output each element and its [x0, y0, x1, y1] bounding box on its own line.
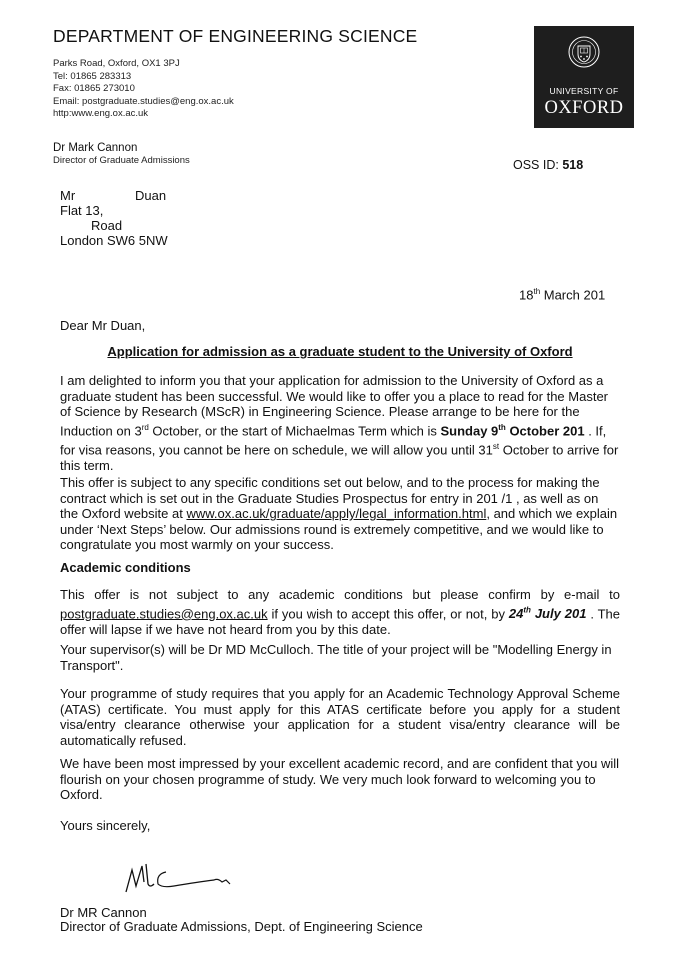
email-link[interactable]: postgraduate.studies@eng.ox.ac.uk: [60, 605, 268, 621]
department-title: DEPARTMENT OF ENGINEERING SCIENCE: [53, 26, 418, 46]
oss-id: [513, 158, 583, 172]
legal-info-link[interactable]: www.ox.ac.uk/graduate/apply/legal_information.html: [186, 506, 487, 522]
logo-university-of: UNIVERSITY OF: [549, 86, 619, 96]
deadline-text: 24: [508, 605, 524, 621]
text-run: if you wish to accept this offer, or not, by: [267, 605, 509, 621]
text-run: October, or the start of Michaelmas Term which is: [148, 423, 441, 439]
sender-name: Dr Mark Cannon: [53, 142, 138, 154]
deadline-text: July 201: [530, 605, 587, 621]
text-run: . The offer will lapse if we have not heard from you by this date.: [60, 605, 620, 637]
academic-conditions-heading: Academic conditions: [60, 560, 191, 575]
oss-value: 518: [562, 158, 584, 172]
superscript: rd: [141, 422, 149, 432]
supervisor-paragraph: Your supervisor(s) will be Dr MD McCulloch. The title of your project will be "Modelling Energy in Transport".: [60, 642, 612, 673]
signature: [118, 856, 248, 896]
oxford-logo: [534, 26, 634, 128]
closing-phrase: Yours sincerely,: [60, 818, 151, 833]
oxford-crest-icon: [568, 36, 600, 68]
text-run: This offer is not subject to any academic conditions but please confirm by e-mail to: [60, 587, 620, 602]
recipient-name: [60, 188, 167, 203]
recipient-title: Mr: [60, 188, 76, 203]
address-line: Parks Road, Oxford, OX1 3PJ: [53, 58, 180, 69]
superscript: st: [492, 441, 500, 451]
recipient-address-line: Flat 13,: [60, 203, 104, 218]
salutation: Dear Mr Duan,: [60, 318, 146, 333]
atas-paragraph: Your programme of study requires that you apply for an Academic Technology Approval Scheme (ATAS) certificate. You must apply for this ATAS certificate before you apply for a student visa/entry clearance otherwise your application for a student visa/entry clearance will be automatically refused.: [60, 686, 620, 748]
bold-text: October 201: [505, 423, 585, 439]
date-suffix: th: [533, 287, 541, 296]
confirmation-paragraph: [60, 587, 620, 637]
offer-paragraph: [60, 373, 620, 473]
superscript: th: [523, 605, 531, 615]
text-run: . If, for visa reasons, you cannot be here on schedule, we will allow you until 31: [60, 423, 607, 458]
logo-oxford: OXFORD: [544, 98, 624, 118]
recipient-address-line: London SW6 5NW: [60, 233, 168, 248]
date-rest: March 201: [540, 287, 606, 303]
sender-role: Director of Graduate Admissions: [53, 155, 190, 166]
recipient-surname: Duan: [135, 188, 167, 203]
text-run: , and which we explain under ‘Next Steps’ below. Our admissions round is extremely competitive, and we would like to congratulate you most warmly on your success.: [60, 506, 618, 553]
tel-line: Tel: 01865 283313: [53, 70, 132, 82]
email-line: Email: postgraduate.studies@eng.ox.ac.uk: [53, 95, 234, 107]
letter-date: [519, 287, 605, 302]
superscript: th: [498, 422, 506, 432]
text-run: I am delighted to inform you that your application for admission to the University of Oxford as a graduate student has been successful. We would like to offer you a place to read for the Master of Science by Research (MScR) in Engineering Science. Please arrange to be here for the Induction on 3: [60, 373, 609, 439]
text-run: This offer is subject to any specific conditions set out below, and to the process for making the contract which is set out in the Graduate Studies Prospectus for entry in 201 /1 , as well as on the Oxford website at: [60, 475, 600, 522]
recipient-address-line: Road: [91, 218, 123, 233]
text-run: October to arrive for this term.: [60, 442, 619, 473]
fax-line: Fax: 01865 273010: [53, 83, 135, 95]
subject-line: Application for admission as a graduate student to the University of Oxford: [107, 344, 573, 359]
closing-paragraph: We have been most impressed by your excellent academic record, and are confident that you will flourish on your chosen programme of study. We very much look forward to welcoming you to Oxford.: [60, 756, 620, 803]
bold-text: Sunday 9: [440, 423, 499, 439]
oss-label: OSS ID:: [513, 158, 559, 172]
web-line: http:www.eng.ox.ac.uk: [53, 108, 149, 120]
signatory-role: Director of Graduate Admissions, Dept. of Engineering Science: [60, 919, 423, 934]
signatory-name: Dr MR Cannon: [60, 905, 147, 920]
date-day: 18: [519, 287, 534, 303]
department-address: [53, 58, 234, 121]
conditions-paragraph: [60, 475, 620, 553]
